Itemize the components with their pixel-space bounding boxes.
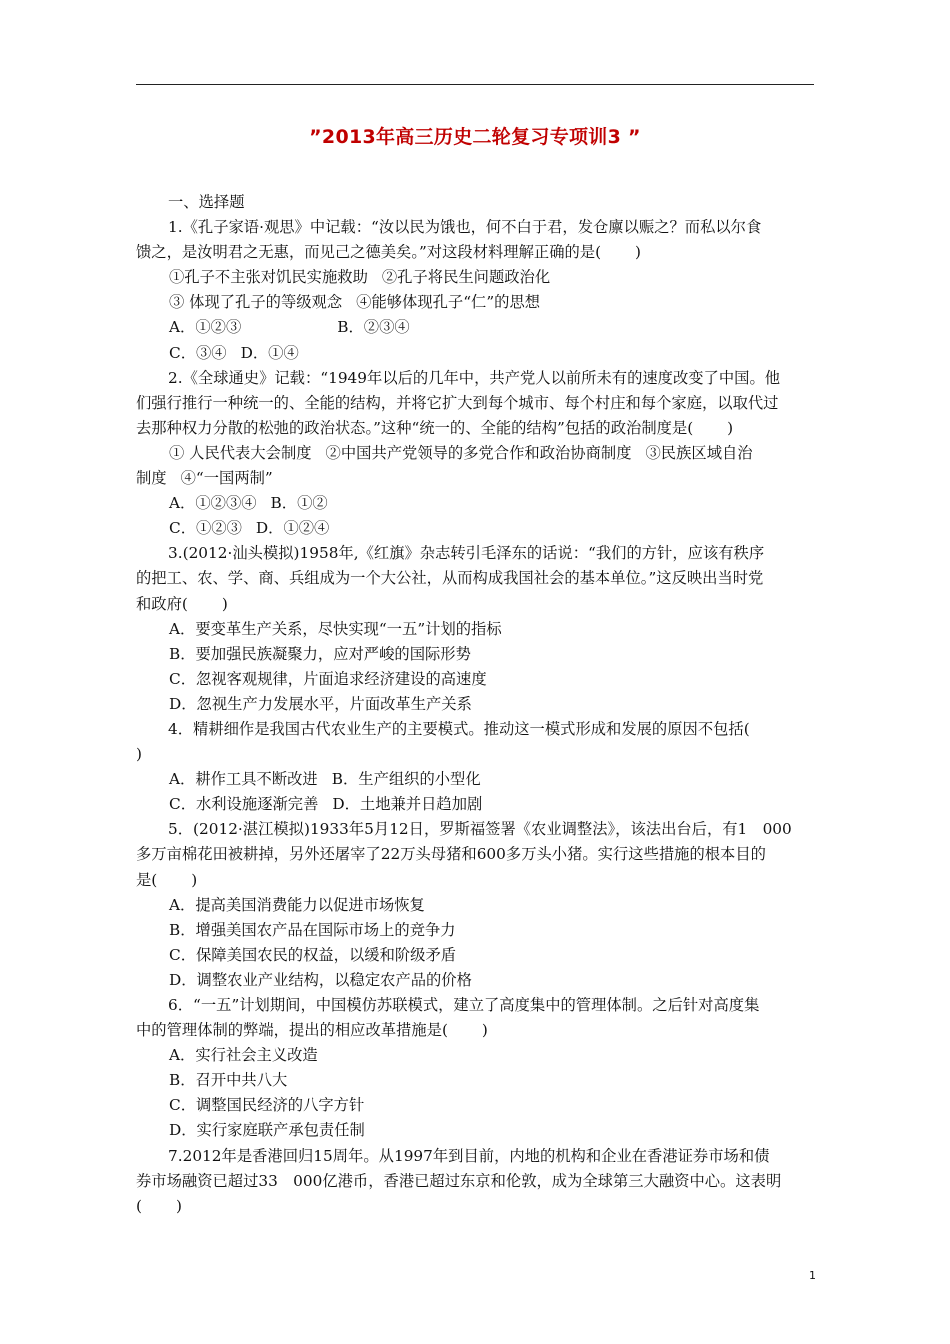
question-4-line-1: 4．精耕细作是我国古代农业生产的主要模式。推动这一模式形成和发展的原因不包括( [168,719,750,738]
question-4-options-b: C．水利设施逐渐完善 D．土地兼并日趋加剧 [169,795,483,814]
question-1-statements-a: ①孔子不主张对饥民实施救助 ②孔子将民生问题政治化 [169,268,551,287]
question-7-line-1: 7.2012年是香港回归15周年。从1997年到目前，内地的机构和企业在香港证券市场和债 [168,1146,770,1165]
question-2-options-a: A．①②③④ B．①② [169,494,328,513]
question-3-line-2: 的把工、农、学、商、兵组成为一个大公社，从而构成我国社会的基本单位。”这反映出当时党 [136,569,764,588]
question-1-options-b: C．③④ D．①④ [169,343,299,362]
question-5-option-a: A．提高美国消费能力以促进市场恢复 [169,895,425,914]
document-title: ”2013年高三历史二轮复习专项训3 ” [309,126,641,148]
question-5-option-b: B．增强美国农产品在国际市场上的竞争力 [169,920,456,939]
question-1-line-2: 馈之，是汝明君之无惠，而见己之德美矣。”对这段材料理解正确的是( ) [136,243,642,262]
question-5-line-3: 是( ) [136,870,198,889]
question-2-statements-a: ① 人民代表大会制度 ②中国共产党领导的多党合作和政治协商制度 ③民族区域自治 [169,443,753,462]
section-heading: 一、选择题 [168,193,245,211]
question-5-option-d: D．调整农业产业结构，以稳定农产品的价格 [169,970,472,989]
question-3-option-c: C．忽视客观规律，片面追求经济建设的高速度 [169,669,487,688]
question-1-line-1: 1.《孔子家语·观思》中记载：“汝以民为饿也，何不白于君，发仓廪以赈之？而私以尔食 [168,218,762,237]
question-3-option-a: A．要变革生产关系，尽快实现“一五”计划的指标 [169,619,502,638]
question-6-line-1: 6．“一五”计划期间，中国模仿苏联模式，建立了高度集中的管理体制。之后针对高度集 [168,996,760,1014]
question-2-line-3: 去那种权力分散的松弛的政治状态。”这种“统一的、全能的结构”包括的政治制度是( ) [136,418,734,437]
question-6-line-2: 中的管理体制的弊端，提出的相应改革措施是( ) [136,1021,488,1040]
question-6-option-a: A．实行社会主义改造 [169,1046,318,1065]
question-6-option-d: D．实行家庭联产承包责任制 [169,1121,365,1140]
question-2-line-1: 2.《全球通史》记载：“1949年以后的几年中，共产党人以前所未有的速度改变了中国。他 [168,368,781,387]
page-number: 1 [809,1269,816,1282]
question-7-line-3: ( ) [136,1196,182,1215]
question-4-options-a: A．耕作工具不断改进 B．生产组织的小型化 [169,770,481,789]
question-5-option-c: C．保障美国农民的权益，以缓和阶级矛盾 [169,945,457,964]
question-7-line-2: 券市场融资已超过33 000亿港币，香港已超过东京和伦敦，成为全球第三大融资中心。这表明 [136,1171,782,1190]
question-2-statements-b: 制度 ④“一国两制” [136,469,273,488]
question-6-option-b: B．召开中共八大 [169,1071,288,1090]
question-3-option-d: D．忽视生产力发展水平，片面改革生产关系 [169,694,472,713]
header-rule [136,84,814,85]
question-3-line-1: 3.(2012·汕头模拟)1958年,《红旗》杂志转引毛泽东的话说：“我们的方针，应该有秩序 [168,544,765,563]
document-body [136,190,816,1219]
question-5-line-1: 5．(2012·湛江模拟)1933年5月12日，罗斯福签署《农业调整法》，该法出台后，有1 000 [168,820,792,839]
question-2-line-2: 们强行推行一种统一的、全能的结构，并将它扩大到每个城市、每个村庄和每个家庭，以取代过 [136,393,779,412]
question-6-option-c: C．调整国民经济的八字方针 [169,1096,365,1115]
question-4-line-2: ) [136,745,142,764]
question-1-options-a: A．①②③ B．②③④ [169,318,410,337]
question-2-options-b: C．①②③ D．①②④ [169,519,330,538]
question-1-statements-b: ③ 体现了孔子的等级观念 ④能够体现孔子“仁”的思想 [169,293,541,312]
question-3-option-b: B．要加强民族凝聚力，应对严峻的国际形势 [169,644,471,663]
question-3-line-3: 和政府( ) [136,594,228,613]
question-5-line-2: 多万亩棉花田被耕掉，另外还屠宰了22万头母猪和600多万头小猪。实行这些措施的根本目的 [136,845,766,864]
